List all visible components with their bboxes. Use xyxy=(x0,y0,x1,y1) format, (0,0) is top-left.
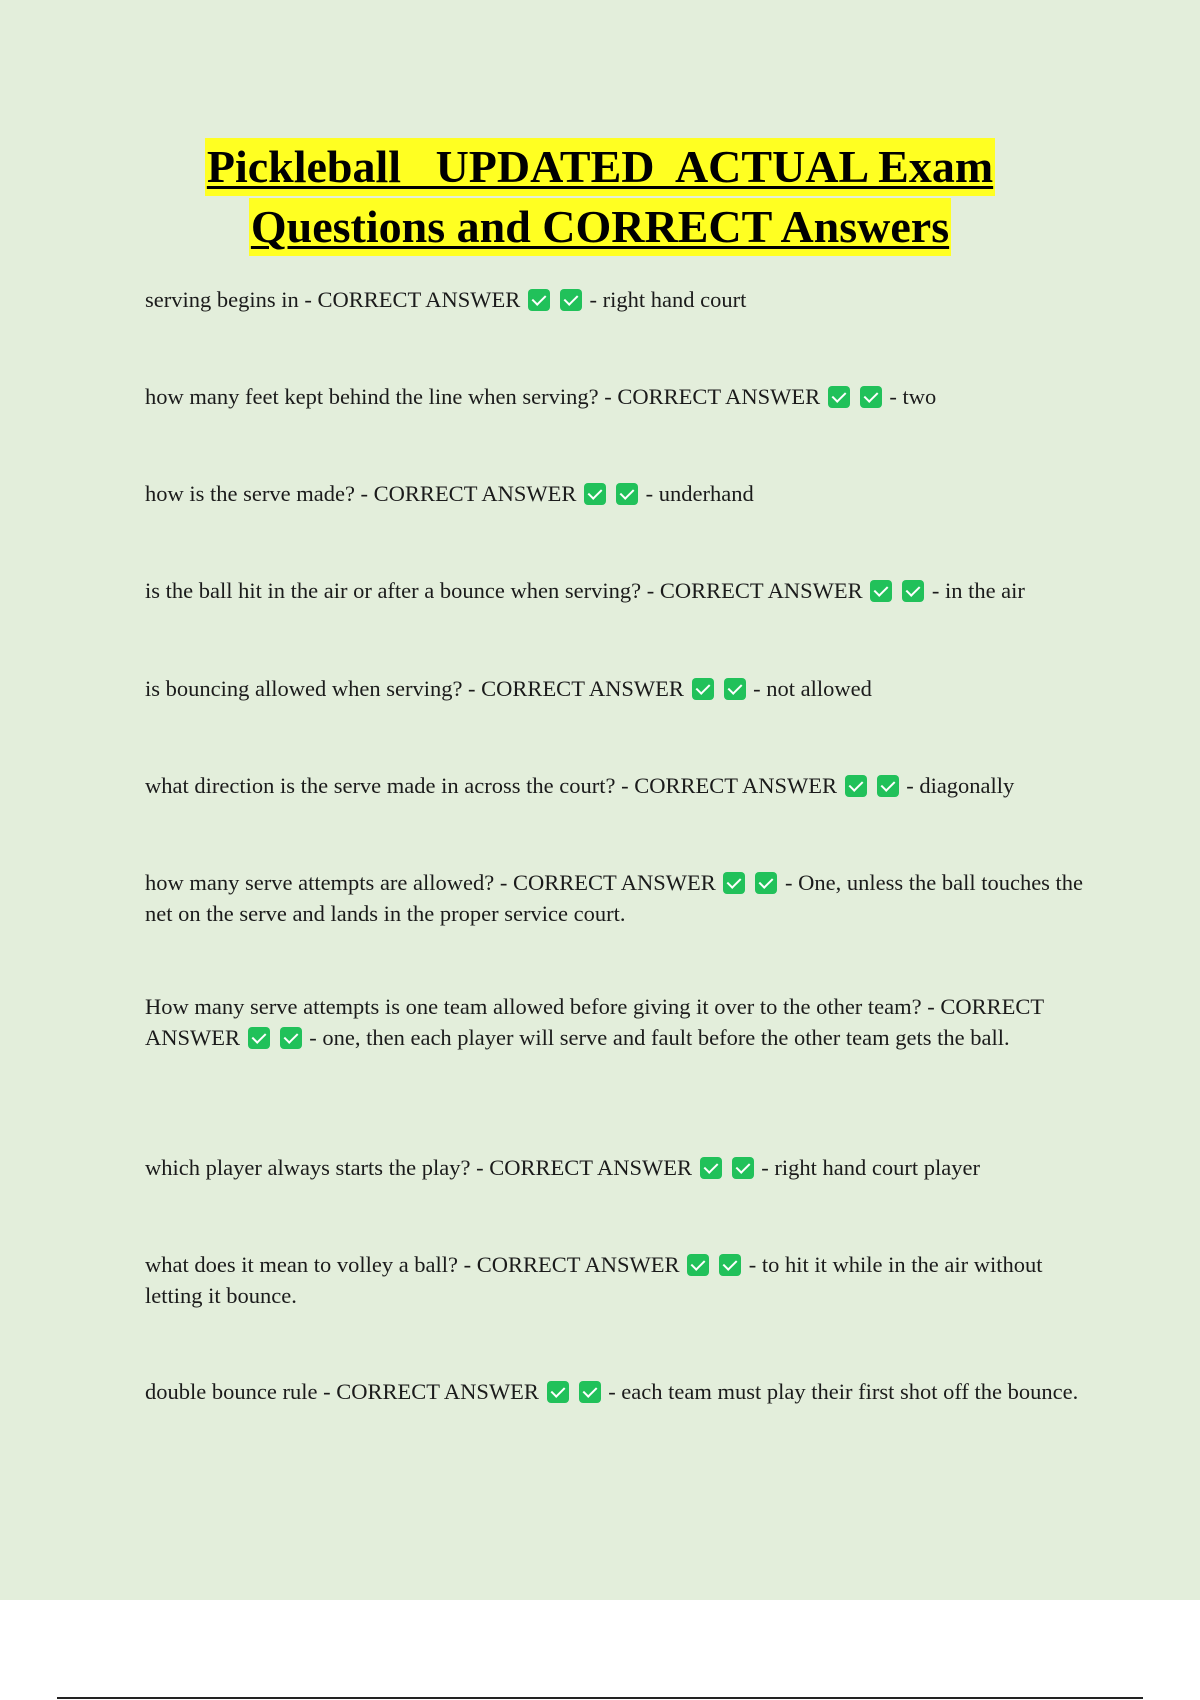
question-text: double bounce rule - xyxy=(145,1379,337,1404)
check-box-icon xyxy=(700,1157,722,1179)
check-box-icon xyxy=(860,386,882,408)
question-text: how is the serve made? - xyxy=(145,481,374,506)
answer-marker: CORRECT ANSWER xyxy=(317,287,521,312)
answer-marker: CORRECT ANSWER xyxy=(659,578,863,603)
qa-item-8 xyxy=(145,991,1100,1053)
answer-text: - right hand court xyxy=(589,287,747,312)
answer-marker: CORRECT ANSWER xyxy=(513,870,716,895)
check-box-icon xyxy=(755,872,777,894)
check-box-icon xyxy=(616,483,638,505)
answer-marker: CORRECT ANSWER xyxy=(617,384,821,409)
check-box-icon xyxy=(528,289,550,311)
answer-marker: CORRECT ANSWER xyxy=(373,481,577,506)
answer-text: - to hit it while in the air without letting it bounce. xyxy=(145,1252,1043,1308)
qa-item-1 xyxy=(145,284,1100,315)
question-text: what direction is the serve made in across the court? - xyxy=(145,773,635,798)
check-box-icon xyxy=(828,386,850,408)
answer-text: - one, then each player will serve and fault before the other team gets the ball. xyxy=(309,1025,1010,1050)
qa-item-10 xyxy=(145,1249,1100,1311)
check-box-icon xyxy=(902,580,924,602)
title-line-1: Pickleball UPDATED ACTUAL Exam xyxy=(205,138,995,196)
answer-text: - right hand court player xyxy=(761,1155,980,1180)
question-text: serving begins in - xyxy=(145,287,318,312)
question-text: which player always starts the play? - xyxy=(145,1155,490,1180)
question-text: is bouncing allowed when serving? - xyxy=(145,676,482,701)
check-box-icon xyxy=(248,1027,270,1049)
answer-marker: CORRECT ANSWER xyxy=(336,1379,539,1404)
answer-text: - diagonally xyxy=(906,773,1015,798)
question-text: How many serve attempts is one team allowed before giving it over to the other team? - xyxy=(145,994,941,1019)
check-box-icon xyxy=(579,1381,601,1403)
qa-item-7 xyxy=(145,867,1100,929)
document-title xyxy=(0,138,1200,256)
check-box-icon xyxy=(719,1254,741,1276)
answer-text: - two xyxy=(889,384,937,409)
check-box-icon xyxy=(547,1381,569,1403)
check-box-icon xyxy=(692,678,714,700)
title-line-2: Questions and CORRECT Answers xyxy=(249,198,951,256)
answer-text: - in the air xyxy=(931,578,1025,603)
qa-item-3 xyxy=(145,478,1100,509)
check-box-icon xyxy=(724,678,746,700)
answer-text: - underhand xyxy=(645,481,754,506)
check-box-icon xyxy=(584,483,606,505)
question-text: what does it mean to volley a ball? - xyxy=(145,1252,477,1277)
footer-divider xyxy=(57,1697,1143,1699)
question-text: is the ball hit in the air or after a bounce when serving? - xyxy=(145,578,660,603)
answer-marker: CORRECT ANSWER xyxy=(481,676,684,701)
question-text: how many serve attempts are allowed? - xyxy=(145,870,513,895)
answer-text: - each team must play their first shot off the bounce. xyxy=(608,1379,1079,1404)
check-box-icon xyxy=(845,775,867,797)
check-box-icon xyxy=(560,289,582,311)
check-box-icon xyxy=(877,775,899,797)
qa-item-5 xyxy=(145,673,1100,704)
answer-marker: CORRECT ANSWER xyxy=(476,1252,680,1277)
answer-text: - One, unless the ball touches the net on the serve and lands in the proper service court. xyxy=(145,870,1084,926)
check-box-icon xyxy=(870,580,892,602)
qa-item-4 xyxy=(145,575,1100,606)
answer-marker: CORRECT ANSWER xyxy=(489,1155,693,1180)
check-box-icon xyxy=(280,1027,302,1049)
check-box-icon xyxy=(687,1254,709,1276)
question-text: how many feet kept behind the line when serving? - xyxy=(145,384,618,409)
qa-item-6 xyxy=(145,770,1100,801)
answer-marker: CORRECT ANSWER xyxy=(634,773,837,798)
check-box-icon xyxy=(723,872,745,894)
answer-marker: CORRECT ANSWER xyxy=(145,994,1044,1050)
answer-text: - not allowed xyxy=(753,676,872,701)
qa-item-2 xyxy=(145,381,1100,412)
qa-item-9 xyxy=(145,1152,1100,1183)
qa-item-11 xyxy=(145,1376,1100,1407)
check-box-icon xyxy=(732,1157,754,1179)
